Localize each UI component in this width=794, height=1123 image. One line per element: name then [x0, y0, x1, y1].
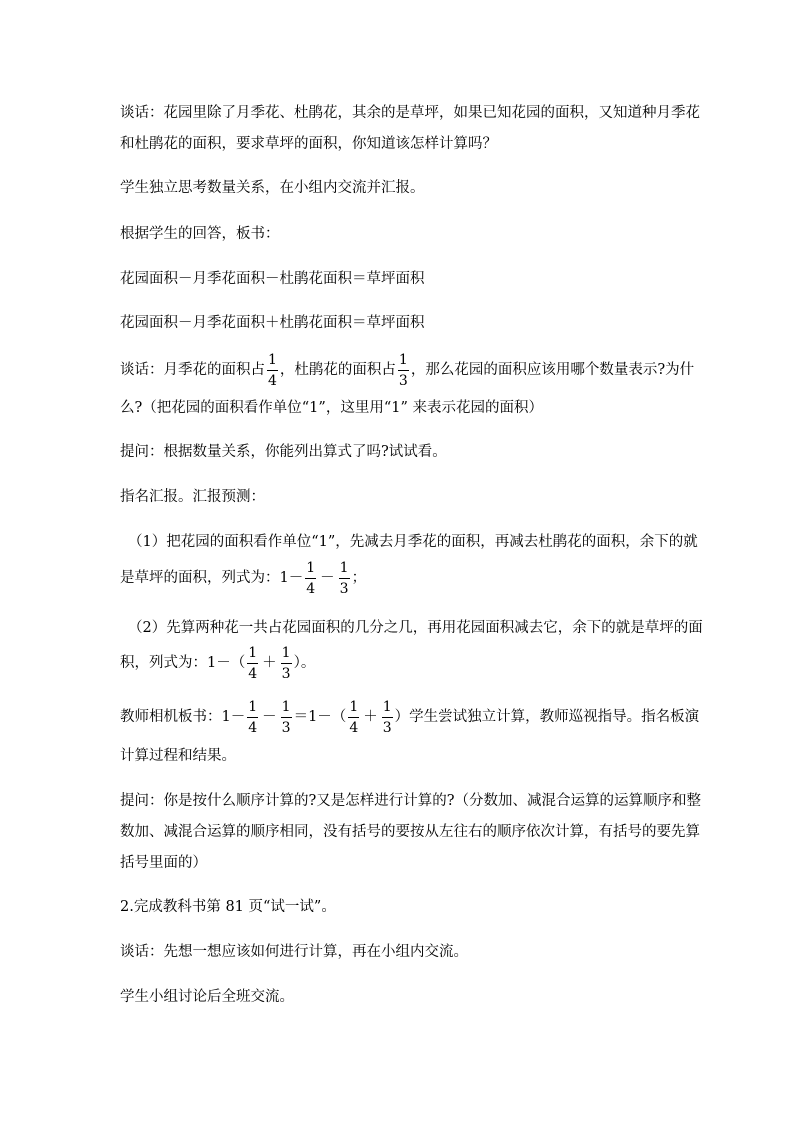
paragraph-question-2-line2: 数加、减混合运算的顺序相同，没有括号的要按从左往右的顺序依次计算，有括号的要先算 [120, 824, 700, 840]
text-segment: ，杜鹃花的面积占 [279, 362, 396, 378]
fraction-one-quarter [247, 700, 258, 735]
fraction-numerator: 1 [305, 561, 316, 579]
paragraph-method-1-line1: （1）把花园的面积看作单位“1”，先减去月季花的面积，再减去杜鹃花的面积，余下的就 [128, 534, 698, 550]
text-segment: ，那么花园的面积应该用哪个数量表示?为什 [410, 362, 695, 378]
paragraph-question-2-line1: 提问：你是按什么顺序计算的?又是怎样进行计算的?（分数加、减混合运算的运算顺序和整 [120, 793, 702, 809]
fraction-numerator: 1 [247, 646, 258, 664]
paragraph-method-1-line2 [120, 558, 366, 598]
text-segment: ； [351, 570, 367, 586]
fraction-denominator: 3 [281, 719, 291, 736]
fraction-one-quarter [267, 353, 278, 388]
paragraph-task-2: 2.完成教科书第 81 页“试一试”。 [120, 899, 336, 915]
paragraph-method-2-line1: （2）先算两种花一共占花园面积的几分之几，再用花园面积减去它，余下的就是草坪的面 [128, 620, 703, 636]
fraction-numerator: 1 [339, 561, 350, 579]
paragraph-question-1: 提问：根据数量关系，你能列出算式了吗?试试看。 [120, 444, 447, 460]
fraction-denominator: 4 [248, 719, 258, 736]
fraction-one-third [281, 646, 292, 681]
text-segment: ＝1－（ [293, 709, 347, 725]
fraction-denominator: 3 [281, 665, 291, 682]
paragraph-talk-2-line2: 么?（把花园的面积看作单位“1”，这里用“1” 来表示花园的面积） [120, 400, 543, 416]
equation-line-2: 花园面积－月季花面积＋杜鹃花面积＝草坪面积 [120, 315, 425, 331]
minus-sign: － [262, 709, 277, 725]
fraction-one-quarter [348, 700, 359, 735]
fraction-denominator: 4 [306, 580, 316, 597]
fraction-denominator: 3 [398, 372, 408, 389]
fraction-one-third [339, 561, 350, 596]
paragraph-student-think: 学生独立思考数量关系，在小组内交流并汇报。 [120, 180, 425, 196]
paragraph-board-write-line2: 计算过程和结果。 [120, 748, 236, 764]
fraction-one-third [281, 700, 292, 735]
paragraph-board-intro: 根据学生的回答，板书： [120, 226, 280, 242]
plus-sign: ＋ [262, 655, 277, 671]
fraction-numerator: 1 [247, 700, 258, 718]
paragraph-report: 指名汇报。汇报预测： [120, 489, 265, 505]
fraction-numerator: 1 [281, 646, 292, 664]
text-segment: ）。 [293, 655, 316, 671]
fraction-numerator: 1 [267, 353, 278, 371]
paragraph-talk-2-line1 [120, 350, 694, 390]
fraction-numerator: 1 [348, 700, 359, 718]
fraction-one-third [398, 353, 409, 388]
text-segment: 教师相机板书：1－ [120, 709, 246, 725]
fraction-numerator: 1 [398, 353, 409, 371]
paragraph-board-write-line1 [120, 697, 699, 737]
paragraph-discussion: 学生小组讨论后全班交流。 [120, 989, 294, 1005]
fraction-one-quarter [247, 646, 258, 681]
text-segment: 是草坪的面积，列式为：1－ [120, 570, 304, 586]
paragraph-talk-3: 谈话：先想一想应该如何进行计算，再在小组内交流。 [120, 944, 468, 960]
minus-sign: － [320, 570, 335, 586]
fraction-denominator: 4 [248, 665, 258, 682]
plus-sign: ＋ [363, 709, 378, 725]
paragraph-talk-1-line1: 谈话：花园里除了月季花、杜鹃花，其余的是草坪，如果已知花园的面积，又知道种月季花 [120, 105, 700, 121]
text-segment: 谈话：月季花的面积占 [120, 362, 265, 378]
paragraph-method-2-line2 [120, 643, 315, 683]
paragraph-talk-1-line2: 和杜鹃花的面积，要求草坪的面积，你知道该怎样计算吗？ [120, 136, 497, 152]
fraction-denominator: 3 [382, 719, 392, 736]
fraction-denominator: 4 [349, 719, 359, 736]
fraction-denominator: 3 [339, 580, 349, 597]
text-segment: ）学生尝试独立计算，教师巡视指导。指名板演 [394, 709, 700, 725]
fraction-denominator: 4 [268, 372, 277, 389]
paragraph-question-2-line3: 括号里面的） [120, 855, 207, 871]
equation-line-1: 花园面积－月季花面积－杜鹃花面积＝草坪面积 [120, 271, 425, 287]
fraction-one-third [382, 700, 393, 735]
fraction-numerator: 1 [281, 700, 292, 718]
text-segment: 积，列式为：1－（ [120, 655, 246, 671]
fraction-one-quarter [305, 561, 316, 596]
fraction-numerator: 1 [382, 700, 393, 718]
